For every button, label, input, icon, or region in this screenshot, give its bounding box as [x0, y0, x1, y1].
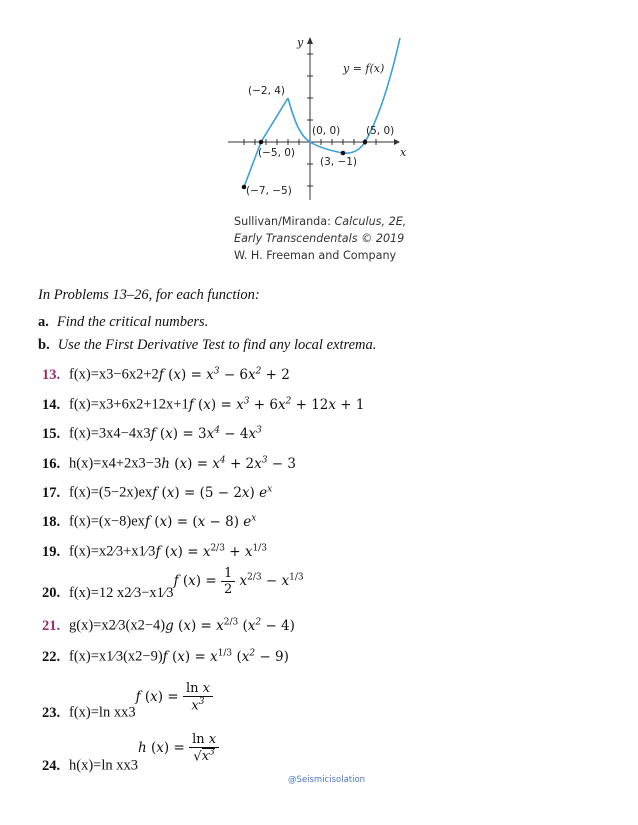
problem-20: 20. f(x)=12 x2⁄3−x1⁄3f (x) = $\frac{1}{2}$ $x^{2/3} - x^{1/3}$	[42, 566, 304, 601]
y-axis-label: y	[297, 36, 304, 49]
problem-21: 21. g(x)=x2⁄3(x2−4)g $(x) = x^{2/3}$ $(x^2 - 4)$	[42, 617, 295, 634]
instruction-b: b. Use the First Derivative Test to find any local extrema.	[38, 337, 377, 353]
formula-16: h $(x) = x^4 + 2x^3 - 3$	[161, 455, 296, 472]
instruction-a: a. Find the critical numbers.	[38, 314, 209, 330]
credit-line-3: W. H. Freeman and Company	[234, 249, 397, 262]
point-3-neg1	[341, 151, 346, 156]
formula-15: f $(x) = 3x^4 - 4x^3$	[150, 425, 262, 442]
formula-14: f $(x) = x^3 + 6x^2 + 12x + 1$	[188, 396, 365, 413]
problem-15: 15. f(x)=3x4−4x3f $(x) = 3x^4 - 4x^3$	[42, 425, 262, 442]
x-axis-label: x	[400, 146, 407, 159]
formula-24: h (x) = $\frac{\text{ln x}}{√x^3}$	[138, 740, 219, 756]
label-neg7-neg5: (−7, −5)	[246, 185, 292, 197]
label-neg2-4: (−2, 4)	[248, 85, 286, 97]
x-axis-arrow	[394, 139, 400, 145]
problem-13: 13. f(x)=x3−6x2+2f $(x) = x^3 - 6x^2 + 2$	[42, 366, 290, 383]
function-graph	[228, 32, 414, 210]
curve-label: y = f(x)	[343, 62, 385, 75]
problem-23: 23. f(x)=ln xx3f (x) = $\frac{\text{ln x}}{x^3}$	[42, 697, 213, 729]
label-neg5-0: (−5, 0)	[258, 147, 296, 159]
formula-17: f (x) = (5 − 2x) $e^x$	[152, 484, 273, 501]
credit-line-2: Early Transcendentals © 2019	[234, 232, 405, 245]
credit-line-1: Sullivan/Miranda: Calculus, 2E,	[234, 215, 407, 228]
formula-19: f $(x) = x^{2/3} + x^{1/3}$	[155, 543, 267, 560]
problems-heading: In Problems 13–26, for each function:	[38, 287, 260, 303]
formula-13: f $(x) = x^3 - 6x^2 + 2$	[158, 366, 290, 383]
problem-14: 14. f(x)=x3+6x2+12x+1f $(x) = x^3 + 6x^2 + 12x + 1$	[42, 396, 365, 413]
watermark: @Seismicisolation	[288, 775, 366, 785]
label-3-neg1: (3, −1)	[320, 156, 358, 168]
label-5-0: (5, 0)	[366, 125, 395, 137]
problem-24: 24. h(x)=ln xx3h (x) = $\frac{\text{ln x}}{√x^3}$	[42, 750, 219, 782]
problem-22: 22. f(x)=x1⁄3(x2−9)f $(x) = x^{1/3}$ $(x^2 - 9)$	[42, 648, 289, 665]
point-5-0	[363, 140, 368, 145]
label-0-0: (0, 0)	[312, 125, 341, 137]
point-neg5-0	[259, 140, 264, 145]
formula-20: f (x) = $\frac{1}{2}$ $x^{2/3} - x^{1/3}$	[173, 566, 304, 597]
formula-23: f (x) = $\frac{\text{ln x}}{x^3}$	[136, 689, 213, 705]
formula-18: f (x) = (x − 8) $e^x$	[144, 513, 257, 530]
problem-19: 19. f(x)=x2⁄3+x1⁄3f $(x) = x^{2/3} + x^{1/3}$	[42, 543, 267, 560]
problem-16: 16. h(x)=x4+2x3−3h $(x) = x^4 + 2x^3 - 3$	[42, 455, 296, 472]
formula-22: f $(x) = x^{1/3}$ $(x^2 - 9)$	[162, 648, 289, 665]
problem-17: 17. f(x)=(5−2x)exf (x) = (5 − 2x) $e^x$	[42, 484, 273, 501]
problem-18: 18. f(x)=(x−8)exf (x) = (x − 8) $e^x$	[42, 513, 257, 530]
formula-21: g $(x) = x^{2/3}$ $(x^2 - 4)$	[165, 617, 295, 634]
y-axis-arrow	[307, 37, 313, 44]
